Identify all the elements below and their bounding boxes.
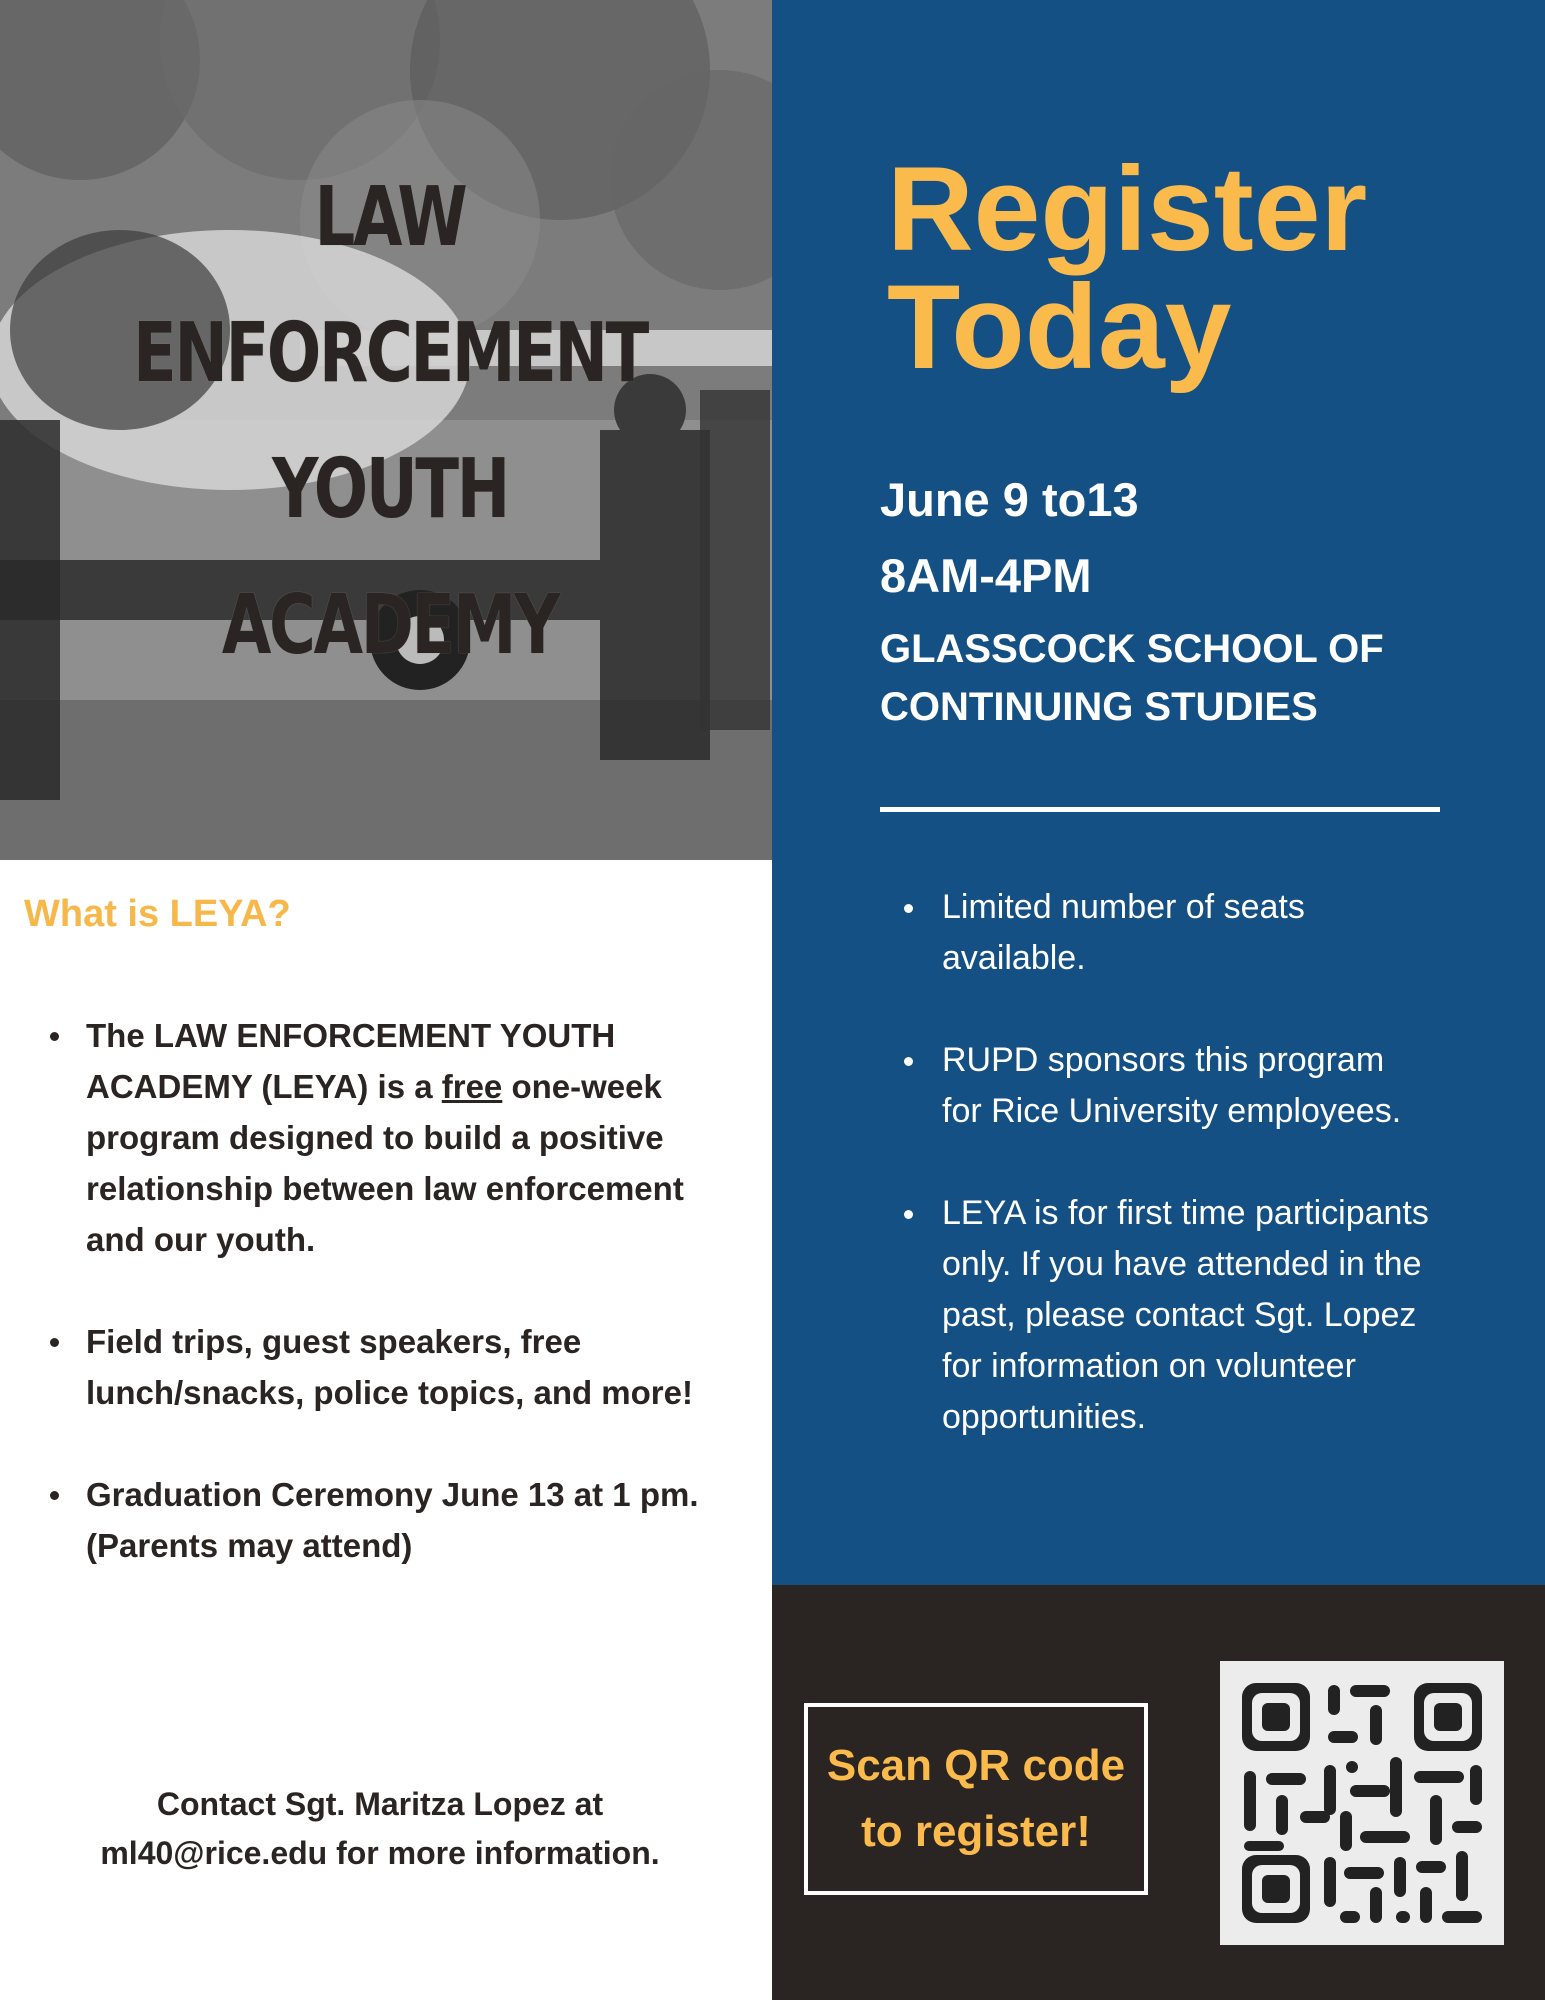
hero-photo	[0, 0, 772, 860]
scan-qr-line-2: to register!	[861, 1807, 1091, 1856]
list-item: Limited number of seats available.	[872, 882, 1432, 984]
list-item: Field trips, guest speakers, free lunch/snacks, police topics, and more!	[40, 1316, 750, 1418]
divider	[880, 807, 1440, 812]
qr-code-icon[interactable]	[1220, 1661, 1504, 1945]
academy-title	[117, 150, 663, 694]
academy-title-line-1: LAW	[314, 170, 466, 265]
list-item: Graduation Ceremony June 13 at 1 pm. (Parents may attend)	[40, 1469, 750, 1571]
scan-qr-line-1: Scan QR code	[826, 1741, 1126, 1790]
register-line-1: Register	[887, 142, 1368, 276]
qr-code-graphic	[1220, 1661, 1504, 1945]
contact-line-2: ml40@rice.edu for more information.	[100, 1835, 660, 1871]
academy-title-line-4: ACADEMY	[221, 578, 559, 673]
register-line-2: Today	[887, 260, 1232, 394]
venue-line-1: GLASSCOCK SCHOOL OF	[880, 627, 1384, 671]
register-today-heading	[887, 142, 1368, 394]
academy-title-line-3: YOUTH	[272, 442, 508, 537]
academy-title-line-2: ENFORCEMENT	[133, 306, 647, 401]
venue-line-2: CONTINUING STUDIES	[880, 685, 1318, 729]
scan-qr-callout	[804, 1703, 1148, 1895]
leya-description-text-rest: one-week program designed to build a positive relationship between law enforcement and our youth.	[86, 1068, 684, 1258]
contact-info	[40, 1780, 720, 1878]
free-emphasis: free	[441, 1068, 503, 1105]
what-is-leya-heading: What is LEYA?	[24, 893, 291, 935]
event-time: 8AM-4PM	[880, 549, 1092, 602]
event-dates: June 9 to13	[880, 473, 1139, 526]
list-item	[40, 1010, 750, 1265]
event-venue	[880, 620, 1384, 736]
event-details	[880, 470, 1384, 736]
left-column	[0, 0, 772, 2000]
leya-description-text: The LAW ENFORCEMENT YOUTH ACADEMY (LEYA) is a	[86, 1017, 616, 1105]
registration-footer	[772, 1585, 1545, 2000]
contact-line-1: Contact Sgt. Maritza Lopez at	[156, 1786, 604, 1822]
list-item: LEYA is for first time participants only. If you have attended in the past, please contact Sgt. Lopez for information on volunteer opportunities.	[872, 1188, 1432, 1443]
leya-info-list	[40, 1010, 750, 1622]
list-item: RUPD sponsors this program for Rice University employees.	[872, 1035, 1432, 1137]
scan-qr-text	[827, 1733, 1125, 1865]
eligibility-list	[872, 882, 1432, 1494]
right-column	[772, 0, 1545, 1585]
